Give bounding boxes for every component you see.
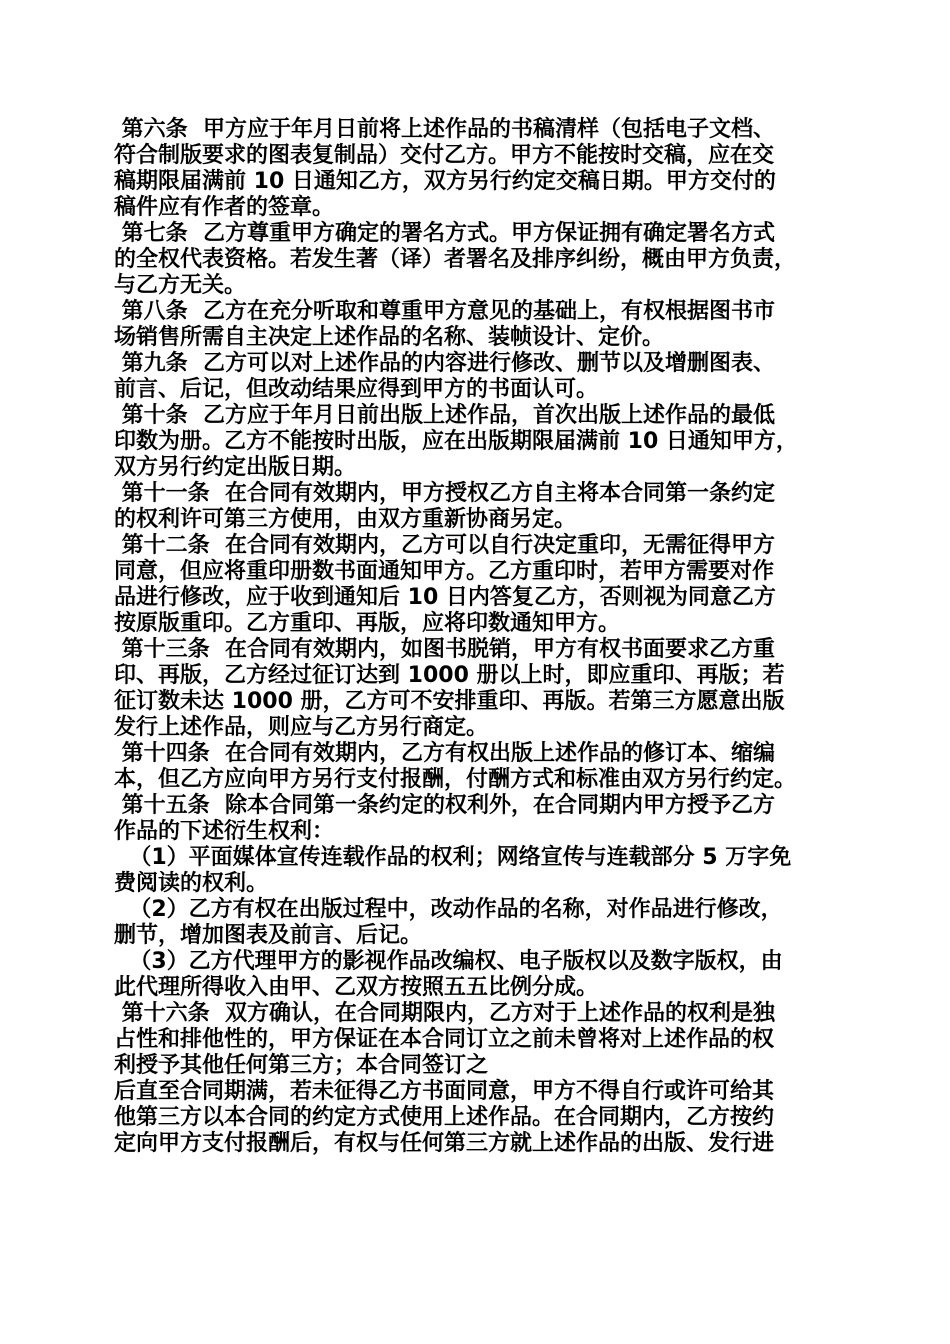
text-line: 稿期限届满前 10 日通知乙方，双方另行约定交稿日期。甲方交付的 [114,169,776,194]
text-line: 的全权代表资格。若发生著（译）者署名及排序纠纷，概由甲方负责， [114,247,797,272]
text-line: 第十三条 在合同有效期内，如图书脱销，甲方有权书面要求乙方重 [114,637,775,662]
text-line: 第十六条 双方确认，在合同期限内，乙方对于上述作品的权利是独 [114,1001,775,1026]
text-line: 定向甲方支付报酬后，有权与任何第三方就上述作品的出版、发行进 [114,1131,775,1156]
text-line: 品进行修改，应于收到通知后 10 日内答复乙方，否则视为同意乙方 [114,585,776,610]
text-line: 本，但乙方应向甲方另行支付报酬，付酬方式和标准由双方另行约定。 [114,767,797,792]
text-line: 第十五条 除本合同第一条约定的权利外，在合同期内甲方授予乙方 [114,793,775,818]
text-line: 占性和排他性的，甲方保证在本合同订立之前未曾将对上述作品的权 [114,1027,775,1052]
text-line: 前言、后记，但改动结果应得到甲方的书面认可。 [114,377,599,402]
text-line: 删节，增加图表及前言、后记。 [114,923,423,948]
text-line: 他第三方以本合同的约定方式使用上述作品。在合同期内，乙方按约 [114,1105,775,1130]
text-line: 第九条 乙方可以对上述作品的内容进行修改、删节以及增删图表、 [114,351,775,376]
text-line: （3）乙方代理甲方的影视作品改编权、电子版权以及数字版权，由 [114,949,783,974]
text-line: 印、再版，乙方经过征订达到 1000 册以上时，即应重印、再版；若 [114,663,785,688]
text-line: 双方另行约定出版日期。 [114,455,357,480]
text-line: 费阅读的权利。 [114,871,269,896]
text-line: 后直至合同期满，若未征得乙方书面同意，甲方不得自行或许可给其 [114,1079,775,1104]
text-line: 此代理所得收入由甲、乙双方按照五五比例分成。 [114,975,599,1000]
text-line: 的权利许可第三方使用，由双方重新协商另定。 [114,507,577,532]
text-line: 第八条 乙方在充分听取和尊重甲方意见的基础上，有权根据图书市 [114,299,775,324]
text-line: 第十四条 在合同有效期内，乙方有权出版上述作品的修订本、缩编 [114,741,775,766]
text-line: 发行上述作品，则应与乙方另行商定。 [114,715,489,740]
text-line: 第七条 乙方尊重甲方确定的署名方式。甲方保证拥有确定署名方式 [114,221,775,246]
text-line: （2）乙方有权在出版过程中，改动作品的名称，对作品进行修改， [114,897,783,922]
text-line: 稿件应有作者的签章。 [114,195,335,220]
text-line: 作品的下述衍生权利： [114,819,335,844]
text-line: 利授予其他任何第三方；本合同签订之 [114,1053,489,1078]
text-line: 场销售所需自主决定上述作品的名称、装帧设计、定价。 [114,325,665,350]
text-line: 第十一条 在合同有效期内，甲方授权乙方自主将本合同第一条约定 [114,481,775,506]
text-line: 符合制版要求的图表复制品）交付乙方。甲方不能按时交稿，应在交 [114,143,775,168]
text-line: 同意，但应将重印册数书面通知甲方。乙方重印时，若甲方需要对作 [114,559,775,584]
text-line: 第十二条 在合同有效期内，乙方可以自行决定重印，无需征得甲方 [114,533,775,558]
text-line: 第六条 甲方应于年月日前将上述作品的书稿清样（包括电子文档、 [114,117,775,142]
text-line: 征订数未达 1000 册，乙方可不安排重印、再版。若第三方愿意出版 [114,689,785,714]
text-line: 与乙方无关。 [114,273,247,298]
text-line: （1）平面媒体宣传连载作品的权利；网络宣传与连载部分 5 万字免 [114,845,792,870]
text-line: 第十条 乙方应于年月日前出版上述作品，首次出版上述作品的最低 [114,403,775,428]
text-line: 印数为册。乙方不能按时出版，应在出版期限届满前 10 日通知甲方， [114,429,798,454]
text-line: 按原版重印。乙方重印、再版，应将印数通知甲方。 [114,611,621,636]
contract-body-text [114,117,854,1157]
